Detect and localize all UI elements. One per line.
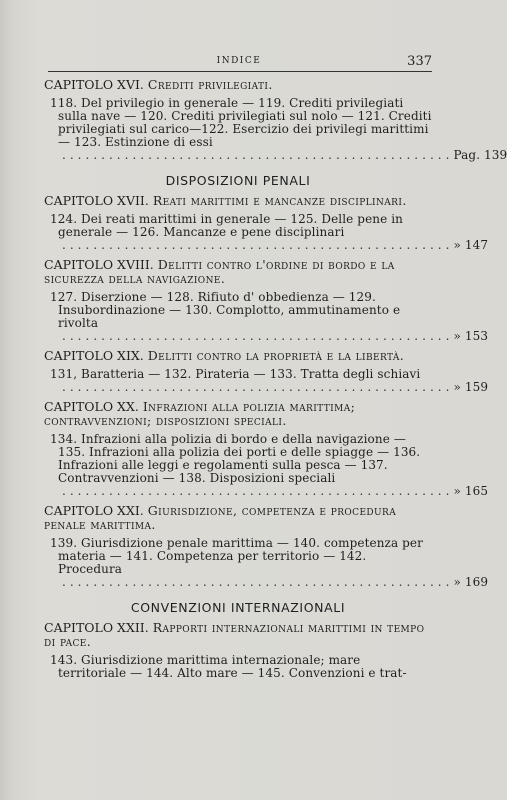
chapter-entry bbox=[44, 432, 489, 498]
chapter-number: CAPITOLO XVI. bbox=[44, 77, 144, 92]
chapter-number: CAPITOLO XVII. bbox=[44, 193, 149, 208]
chapter-entry bbox=[44, 536, 489, 589]
chapter-subtitle: Delitti contro la proprietà e la libertà. bbox=[147, 348, 405, 363]
dot-leader: . . . . . . . . . . . . . . . . . . . . . . . . . . . . . . . . . . . . . . . . . . . . . . . . . . bbox=[62, 148, 450, 162]
chapter-heading bbox=[44, 504, 432, 532]
entry-leader-line bbox=[58, 238, 489, 252]
chapter-heading bbox=[44, 78, 432, 92]
chapter-subtitle: Reati marittimi e mancanze disciplinari. bbox=[152, 193, 407, 208]
chapter-heading bbox=[44, 194, 432, 208]
dot-leader: . . . . . . . . . . . . . . . . . . . . . . . . . . . . . . . . . . . . . . . . . . . . . . . . . . bbox=[62, 380, 450, 394]
entry-page-ref: » 153 bbox=[453, 329, 489, 343]
entry-page-ref: Pag. 139 bbox=[453, 148, 507, 162]
page-header bbox=[46, 54, 432, 72]
entry-text: 143. Giurisdizione marittima internazionale; mare territoriale — 144. Alto mare — 145. Convenzioni e trat- bbox=[50, 653, 407, 680]
entry-leader-line bbox=[58, 380, 489, 394]
chapter-subtitle: Giurisdizione, competenza e procedura penale marittima. bbox=[44, 503, 397, 532]
chapter-number: CAPITOLO XXI. bbox=[44, 503, 144, 518]
entry-page-ref: » 165 bbox=[453, 484, 489, 498]
entry-leader-line bbox=[58, 484, 489, 498]
entry-text: 124. Dei reati marittimi in generale — 125. Delle pene in generale — 126. Mancanze e pene disciplinari bbox=[50, 212, 403, 239]
chapter-heading bbox=[44, 258, 432, 286]
entry-text: 118. Del privilegio in generale — 119. Crediti privilegiati sulla nave — 120. Crediti privilegiati sul nolo — 121. Crediti privilegiati sul carico—122. Esercizio dei privilegi marittimi — 123. Estinzione di essi bbox=[50, 96, 432, 149]
entry-page-ref: » 159 bbox=[453, 380, 489, 394]
chapter-heading bbox=[44, 400, 432, 428]
entry-text: 131, Baratteria — 132. Pirateria — 133. Tratta degli schiavi bbox=[50, 367, 421, 381]
chapter-entry bbox=[44, 367, 489, 394]
entry-leader-line bbox=[58, 575, 489, 589]
chapter-subtitle: Infrazioni alla polizia marittima; contravvenzioni; disposizioni speciali. bbox=[44, 399, 356, 428]
entry-page-ref: » 169 bbox=[453, 575, 489, 589]
dot-leader: . . . . . . . . . . . . . . . . . . . . . . . . . . . . . . . . . . . . . . . . . . . . . . . . . . bbox=[62, 238, 450, 252]
index-body bbox=[44, 72, 507, 680]
entry-page-ref: » 147 bbox=[453, 238, 489, 252]
entry-leader-line bbox=[58, 148, 507, 162]
dot-leader: . . . . . . . . . . . . . . . . . . . . . . . . . . . . . . . . . . . . . . . . . . . . . . . . . . bbox=[62, 484, 450, 498]
page-number: 337 bbox=[407, 54, 432, 69]
chapter-entry bbox=[44, 212, 489, 252]
chapter-number: CAPITOLO XIX. bbox=[44, 348, 144, 363]
entry-leader-line bbox=[58, 329, 489, 343]
chapter-entry bbox=[44, 290, 489, 343]
chapter-number: CAPITOLO XVIII. bbox=[44, 257, 154, 272]
chapter-number: CAPITOLO XXII. bbox=[44, 620, 149, 635]
chapter-heading bbox=[44, 349, 432, 363]
dot-leader: . . . . . . . . . . . . . . . . . . . . . . . . . . . . . . . . . . . . . . . . . . . . . . . . . . bbox=[62, 329, 450, 343]
chapter-entry bbox=[44, 96, 507, 162]
chapter-entry bbox=[44, 654, 432, 680]
chapter-subtitle: Rapporti internazionali marittimi in tempo di pace. bbox=[44, 620, 425, 649]
chapter-subtitle: Delitti contro l'ordine di bordo e la sicurezza della navigazione. bbox=[44, 257, 395, 286]
entry-text: 134. Infrazioni alla polizia di bordo e della navigazione — 135. Infrazioni alla polizia dei porti e delle spiagge — 136. Infrazioni alle leggi e regolamenti sulla pesca — 137. Contravvenzioni — 138. Disposizioni speciali bbox=[50, 432, 421, 485]
chapter-heading bbox=[44, 621, 432, 649]
chapter-subtitle: Crediti privilegiati. bbox=[147, 77, 273, 92]
running-title: INDICE bbox=[216, 56, 262, 66]
entry-text: 127. Diserzione — 128. Rifiuto d' obbedienza — 129. Insubordinazione — 130. Complotto, ammutinamento e rivolta bbox=[50, 290, 401, 330]
entry-text: 139. Giurisdizione penale marittima — 140. competenza per materia — 141. Competenza per territorio — 142. Procedura bbox=[50, 536, 423, 576]
section-heading: CONVENZIONI INTERNAZIONALI bbox=[130, 600, 346, 615]
dot-leader: . . . . . . . . . . . . . . . . . . . . . . . . . . . . . . . . . . . . . . . . . . . . . . . . . . bbox=[62, 575, 450, 589]
chapter-number: CAPITOLO XX. bbox=[44, 399, 139, 414]
section-heading: DISPOSIZIONI PENALI bbox=[165, 173, 311, 188]
